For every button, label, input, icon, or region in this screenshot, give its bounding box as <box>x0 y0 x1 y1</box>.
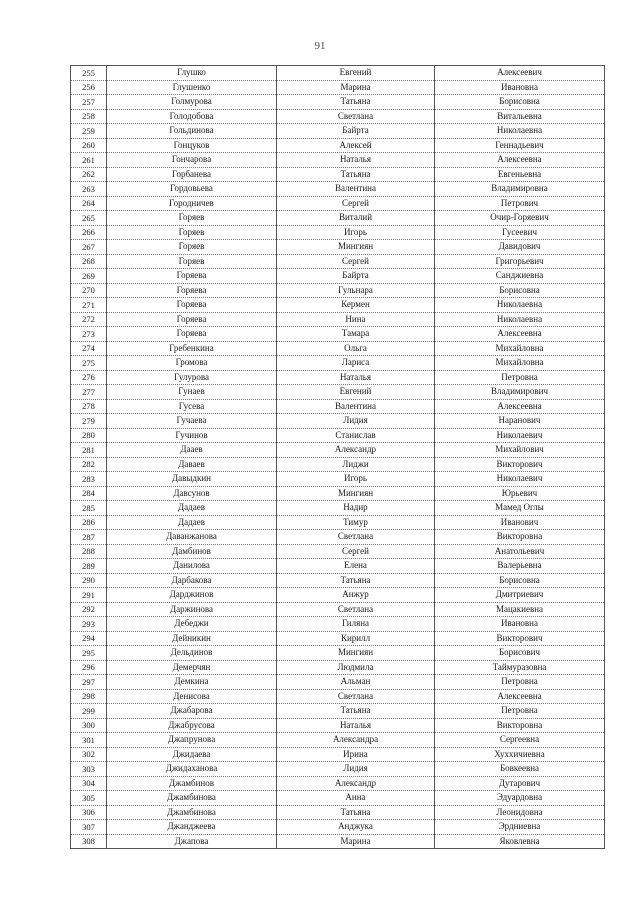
patronymic-cell: Давидович <box>435 240 605 255</box>
given-name-cell: Виталий <box>277 211 435 226</box>
row-number: 289 <box>71 559 107 574</box>
table-row <box>71 762 605 777</box>
patronymic-cell: Петровна <box>435 675 605 690</box>
given-name-cell: Анджука <box>277 820 435 835</box>
patronymic-cell: Викторовна <box>435 530 605 545</box>
patronymic-cell: Хуххичиевна <box>435 747 605 762</box>
given-name-cell: Сергей <box>277 196 435 211</box>
table-row <box>71 689 605 704</box>
patronymic-cell: Яковлевна <box>435 834 605 849</box>
table-row <box>71 95 605 110</box>
row-number: 304 <box>71 776 107 791</box>
surname-cell: Гучаева <box>107 414 277 429</box>
row-number: 290 <box>71 573 107 588</box>
row-number: 273 <box>71 327 107 342</box>
patronymic-cell: Михайловна <box>435 341 605 356</box>
table-row <box>71 631 605 646</box>
surname-cell: Дамбинов <box>107 544 277 559</box>
table-row <box>71 138 605 153</box>
row-number: 276 <box>71 370 107 385</box>
given-name-cell: Елена <box>277 559 435 574</box>
table-row <box>71 80 605 95</box>
given-name-cell: Людмила <box>277 660 435 675</box>
given-name-cell: Мингиян <box>277 646 435 661</box>
table-row <box>71 573 605 588</box>
row-number: 270 <box>71 283 107 298</box>
table-row <box>71 820 605 835</box>
given-name-cell: Мингиян <box>277 486 435 501</box>
patronymic-cell: Борисовна <box>435 283 605 298</box>
surname-cell: Джамбинова <box>107 805 277 820</box>
row-number: 257 <box>71 95 107 110</box>
given-name-cell: Игорь <box>277 472 435 487</box>
patronymic-cell: Петровна <box>435 370 605 385</box>
row-number: 274 <box>71 341 107 356</box>
surname-cell: Данилова <box>107 559 277 574</box>
table-row <box>71 211 605 226</box>
given-name-cell: Марина <box>277 80 435 95</box>
patronymic-cell: Борисович <box>435 646 605 661</box>
patronymic-cell: Бовкеевна <box>435 762 605 777</box>
row-number: 299 <box>71 704 107 719</box>
table-row <box>71 660 605 675</box>
surname-cell: Джабарова <box>107 704 277 719</box>
patronymic-cell: Владимирович <box>435 385 605 400</box>
table-row <box>71 704 605 719</box>
row-number: 262 <box>71 167 107 182</box>
row-number: 268 <box>71 254 107 269</box>
surname-cell: Дадаев <box>107 501 277 516</box>
row-number: 295 <box>71 646 107 661</box>
table-row <box>71 472 605 487</box>
surname-cell: Голодобова <box>107 109 277 124</box>
surname-cell: Гончарова <box>107 153 277 168</box>
table-row <box>71 312 605 327</box>
row-number: 298 <box>71 689 107 704</box>
row-number: 259 <box>71 124 107 139</box>
surname-cell: Горяева <box>107 312 277 327</box>
page-number: 91 <box>314 40 326 52</box>
table-row <box>71 182 605 197</box>
surname-cell: Дарбакова <box>107 573 277 588</box>
row-number: 260 <box>71 138 107 153</box>
given-name-cell: Игорь <box>277 225 435 240</box>
surname-cell: Джидаева <box>107 747 277 762</box>
given-name-cell: Гульнара <box>277 283 435 298</box>
patronymic-cell: Борисовна <box>435 573 605 588</box>
surname-cell: Гунаев <box>107 385 277 400</box>
surname-cell: Горяева <box>107 298 277 313</box>
surname-cell: Горяева <box>107 283 277 298</box>
row-number: 264 <box>71 196 107 211</box>
row-number: 307 <box>71 820 107 835</box>
given-name-cell: Татьяна <box>277 805 435 820</box>
row-number: 255 <box>71 66 107 81</box>
table-row <box>71 457 605 472</box>
patronymic-cell: Ивановна <box>435 617 605 632</box>
patronymic-cell: Алексеевич <box>435 66 605 81</box>
surname-cell: Горяева <box>107 327 277 342</box>
given-name-cell: Наталья <box>277 370 435 385</box>
patronymic-cell: Николаевич <box>435 428 605 443</box>
surname-cell: Демерчян <box>107 660 277 675</box>
table-row <box>71 254 605 269</box>
table-row <box>71 124 605 139</box>
row-number: 302 <box>71 747 107 762</box>
given-name-cell: Татьяна <box>277 167 435 182</box>
patronymic-cell: Борисовна <box>435 95 605 110</box>
surname-cell: Денисова <box>107 689 277 704</box>
given-name-cell: Байрта <box>277 124 435 139</box>
row-number: 271 <box>71 298 107 313</box>
patronymic-cell: Михайловна <box>435 356 605 371</box>
surname-cell: Горяев <box>107 240 277 255</box>
row-number: 287 <box>71 530 107 545</box>
patronymic-cell: Евгеньевна <box>435 167 605 182</box>
surname-cell: Глушко <box>107 66 277 81</box>
patronymic-cell: Алексеевна <box>435 153 605 168</box>
table-row <box>71 66 605 81</box>
given-name-cell: Кирилл <box>277 631 435 646</box>
patronymic-cell: Викторович <box>435 457 605 472</box>
patronymic-cell: Санджиевна <box>435 269 605 284</box>
surname-cell: Дарджинов <box>107 588 277 603</box>
surname-cell: Даванжанова <box>107 530 277 545</box>
table-row <box>71 544 605 559</box>
table-row <box>71 602 605 617</box>
given-name-cell: Анна <box>277 791 435 806</box>
surname-cell: Давыдкин <box>107 472 277 487</box>
table-row <box>71 356 605 371</box>
given-name-cell: Мингиян <box>277 240 435 255</box>
given-name-cell: Лариса <box>277 356 435 371</box>
row-number: 301 <box>71 733 107 748</box>
patronymic-cell: Алексеевна <box>435 399 605 414</box>
surname-cell: Джидаханова <box>107 762 277 777</box>
given-name-cell: Александр <box>277 776 435 791</box>
table-row <box>71 747 605 762</box>
table-row <box>71 515 605 530</box>
surname-cell: Дадаев <box>107 515 277 530</box>
patronymic-cell: Владимировна <box>435 182 605 197</box>
table-row <box>71 428 605 443</box>
given-name-cell: Александр <box>277 443 435 458</box>
given-name-cell: Анжур <box>277 588 435 603</box>
given-name-cell: Сергей <box>277 544 435 559</box>
patronymic-cell: Гусеевич <box>435 225 605 240</box>
table-row <box>71 486 605 501</box>
given-name-cell: Татьяна <box>277 704 435 719</box>
surname-cell: Джапова <box>107 834 277 849</box>
surname-cell: Горяев <box>107 254 277 269</box>
given-name-cell: Лиджи <box>277 457 435 472</box>
given-name-cell: Лидия <box>277 762 435 777</box>
patronymic-cell: Эрдниевна <box>435 820 605 835</box>
row-number: 277 <box>71 385 107 400</box>
row-number: 272 <box>71 312 107 327</box>
patronymic-cell: Эдуардовна <box>435 791 605 806</box>
surname-cell: Дааев <box>107 443 277 458</box>
patronymic-cell: Алексеевна <box>435 327 605 342</box>
row-number: 263 <box>71 182 107 197</box>
row-number: 281 <box>71 443 107 458</box>
table-row <box>71 196 605 211</box>
given-name-cell: Байрта <box>277 269 435 284</box>
given-name-cell: Наталья <box>277 153 435 168</box>
table-row <box>71 269 605 284</box>
table-row <box>71 399 605 414</box>
surname-cell: Джамбинова <box>107 791 277 806</box>
given-name-cell: Альман <box>277 675 435 690</box>
patronymic-cell: Николаевич <box>435 472 605 487</box>
given-name-cell: Валентина <box>277 182 435 197</box>
surname-cell: Горяев <box>107 211 277 226</box>
patronymic-cell: Мамед Оглы <box>435 501 605 516</box>
row-number: 284 <box>71 486 107 501</box>
row-number: 258 <box>71 109 107 124</box>
patronymic-cell: Николаевна <box>435 312 605 327</box>
patronymic-cell: Петровна <box>435 704 605 719</box>
row-number: 293 <box>71 617 107 632</box>
patronymic-cell: Дмитриевич <box>435 588 605 603</box>
row-number: 256 <box>71 80 107 95</box>
table-row <box>71 588 605 603</box>
row-number: 306 <box>71 805 107 820</box>
given-name-cell: Александра <box>277 733 435 748</box>
given-name-cell: Нина <box>277 312 435 327</box>
patronymic-cell: Алексеевна <box>435 689 605 704</box>
patronymic-cell: Петрович <box>435 196 605 211</box>
given-name-cell: Ирина <box>277 747 435 762</box>
given-name-cell: Марина <box>277 834 435 849</box>
row-number: 265 <box>71 211 107 226</box>
given-name-cell: Евгений <box>277 66 435 81</box>
surname-cell: Гонцуков <box>107 138 277 153</box>
row-number: 303 <box>71 762 107 777</box>
surname-cell: Даржинова <box>107 602 277 617</box>
patronymic-cell: Ивановна <box>435 80 605 95</box>
table-row <box>71 646 605 661</box>
table-row <box>71 530 605 545</box>
given-name-cell: Светлана <box>277 602 435 617</box>
table-row <box>71 370 605 385</box>
table-row <box>71 240 605 255</box>
row-number: 305 <box>71 791 107 806</box>
surname-cell: Глушенко <box>107 80 277 95</box>
patronymic-cell: Геннадьевич <box>435 138 605 153</box>
roster-table <box>70 65 605 849</box>
row-number: 279 <box>71 414 107 429</box>
given-name-cell: Алексей <box>277 138 435 153</box>
surname-cell: Горяева <box>107 269 277 284</box>
surname-cell: Гулурова <box>107 370 277 385</box>
patronymic-cell: Викторовна <box>435 718 605 733</box>
table-row <box>71 675 605 690</box>
table-row <box>71 791 605 806</box>
given-name-cell: Светлана <box>277 530 435 545</box>
patronymic-cell: Очир-Горяевич <box>435 211 605 226</box>
patronymic-cell: Николаевна <box>435 298 605 313</box>
table-row <box>71 327 605 342</box>
table-row <box>71 834 605 849</box>
surname-cell: Горяев <box>107 225 277 240</box>
table-row <box>71 776 605 791</box>
surname-cell: Громова <box>107 356 277 371</box>
row-number: 269 <box>71 269 107 284</box>
surname-cell: Гучинов <box>107 428 277 443</box>
row-number: 280 <box>71 428 107 443</box>
table-row <box>71 559 605 574</box>
row-number: 267 <box>71 240 107 255</box>
row-number: 294 <box>71 631 107 646</box>
table-row <box>71 414 605 429</box>
roster-body <box>71 66 605 849</box>
patronymic-cell: Николаевна <box>435 124 605 139</box>
given-name-cell: Светлана <box>277 689 435 704</box>
surname-cell: Джанджеева <box>107 820 277 835</box>
table-row <box>71 109 605 124</box>
given-name-cell: Наталья <box>277 718 435 733</box>
row-number: 292 <box>71 602 107 617</box>
patronymic-cell: Дутарович <box>435 776 605 791</box>
table-row <box>71 805 605 820</box>
surname-cell: Гребенкина <box>107 341 277 356</box>
surname-cell: Гусева <box>107 399 277 414</box>
given-name-cell: Евгений <box>277 385 435 400</box>
surname-cell: Демкина <box>107 675 277 690</box>
table-row <box>71 443 605 458</box>
patronymic-cell: Викторович <box>435 631 605 646</box>
row-number: 278 <box>71 399 107 414</box>
row-number: 297 <box>71 675 107 690</box>
patronymic-cell: Таймуразовна <box>435 660 605 675</box>
given-name-cell: Валентина <box>277 399 435 414</box>
patronymic-cell: Григорьевич <box>435 254 605 269</box>
row-number: 285 <box>71 501 107 516</box>
table-row <box>71 617 605 632</box>
surname-cell: Даваев <box>107 457 277 472</box>
patronymic-cell: Анатольевич <box>435 544 605 559</box>
surname-cell: Голмурова <box>107 95 277 110</box>
table-row <box>71 385 605 400</box>
patronymic-cell: Витальевна <box>435 109 605 124</box>
row-number: 291 <box>71 588 107 603</box>
table-row <box>71 225 605 240</box>
row-number: 275 <box>71 356 107 371</box>
given-name-cell: Тамара <box>277 327 435 342</box>
surname-cell: Джапрунова <box>107 733 277 748</box>
patronymic-cell: Валерьевна <box>435 559 605 574</box>
surname-cell: Горбанева <box>107 167 277 182</box>
given-name-cell: Тимур <box>277 515 435 530</box>
table-row <box>71 733 605 748</box>
table-row <box>71 283 605 298</box>
table-row <box>71 718 605 733</box>
row-number: 288 <box>71 544 107 559</box>
surname-cell: Джабрусова <box>107 718 277 733</box>
given-name-cell: Ольга <box>277 341 435 356</box>
row-number: 266 <box>71 225 107 240</box>
surname-cell: Городничев <box>107 196 277 211</box>
row-number: 300 <box>71 718 107 733</box>
surname-cell: Гордовьева <box>107 182 277 197</box>
table-row <box>71 153 605 168</box>
patronymic-cell: Михайлович <box>435 443 605 458</box>
patronymic-cell: Юрьевич <box>435 486 605 501</box>
table-row <box>71 341 605 356</box>
given-name-cell: Светлана <box>277 109 435 124</box>
surname-cell: Дейникин <box>107 631 277 646</box>
row-number: 282 <box>71 457 107 472</box>
given-name-cell: Сергей <box>277 254 435 269</box>
row-number: 286 <box>71 515 107 530</box>
surname-cell: Дельдинов <box>107 646 277 661</box>
surname-cell: Джамбинов <box>107 776 277 791</box>
surname-cell: Давсунов <box>107 486 277 501</box>
row-number: 296 <box>71 660 107 675</box>
patronymic-cell: Наранович <box>435 414 605 429</box>
given-name-cell: Лидия <box>277 414 435 429</box>
table-row <box>71 501 605 516</box>
given-name-cell: Татьяна <box>277 95 435 110</box>
given-name-cell: Надир <box>277 501 435 516</box>
table-row <box>71 167 605 182</box>
patronymic-cell: Иванович <box>435 515 605 530</box>
given-name-cell: Татьяна <box>277 573 435 588</box>
patronymic-cell: Леонидовна <box>435 805 605 820</box>
row-number: 308 <box>71 834 107 849</box>
row-number: 261 <box>71 153 107 168</box>
given-name-cell: Станислав <box>277 428 435 443</box>
patronymic-cell: Мацакиевна <box>435 602 605 617</box>
surname-cell: Дебеджи <box>107 617 277 632</box>
table-row <box>71 298 605 313</box>
given-name-cell: Гиляна <box>277 617 435 632</box>
surname-cell: Гольдинова <box>107 124 277 139</box>
row-number: 283 <box>71 472 107 487</box>
given-name-cell: Кермен <box>277 298 435 313</box>
patronymic-cell: Сергеевна <box>435 733 605 748</box>
